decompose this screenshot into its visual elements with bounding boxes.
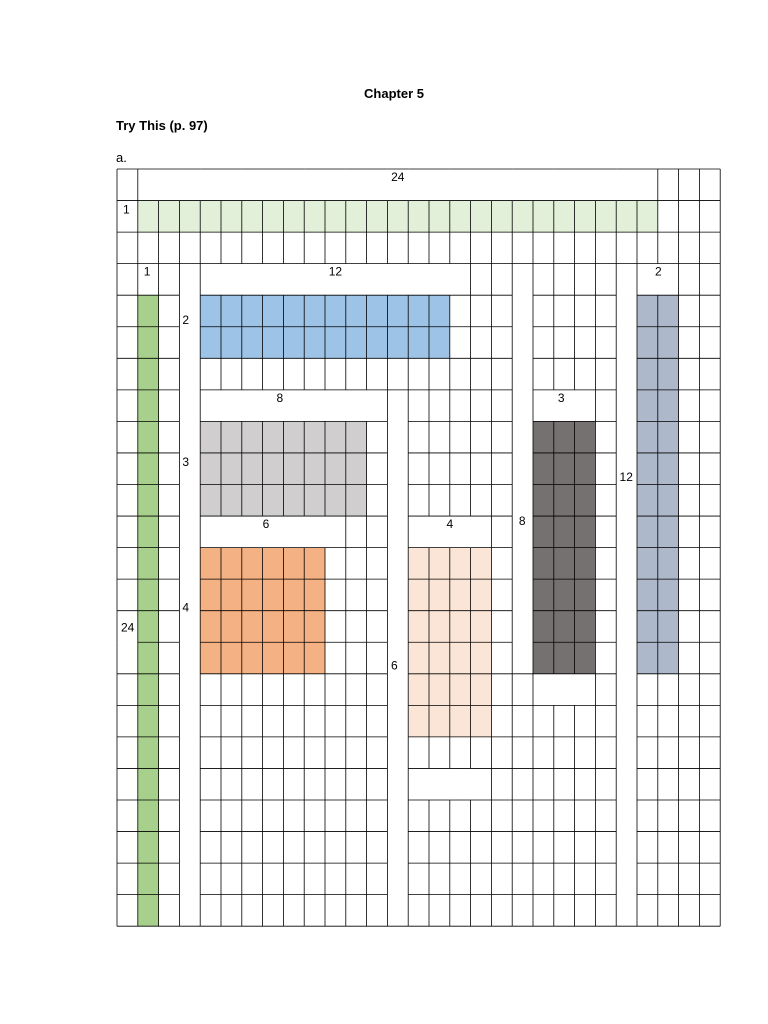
dimension-label: 24 (121, 620, 135, 635)
dimension-label: 12 (328, 264, 343, 279)
dimension-label: 8 (518, 514, 526, 529)
dimension-label: 1 (143, 264, 151, 279)
dimension-label: 4 (182, 600, 190, 615)
strip-1x24-fill (138, 201, 658, 233)
dimension-label: 6 (391, 658, 398, 673)
dimension-label: 12 (619, 469, 633, 484)
part-label: a. (116, 150, 127, 165)
dimension-label: 24 (391, 170, 405, 184)
dimension-label: 8 (276, 390, 284, 405)
dimension-label: 3 (182, 454, 190, 469)
dimension-label: 4 (446, 517, 454, 532)
dimension-label: 6 (262, 517, 270, 532)
dimension-label: 3 (557, 390, 565, 405)
page-title: Chapter 5 (364, 86, 424, 101)
dimension-label: 1 (123, 202, 130, 217)
dimension-label: 2 (182, 313, 190, 328)
section-heading: Try This (p. 97) (116, 118, 208, 133)
grid-lines (117, 169, 720, 926)
dimension-label: 2 (654, 264, 662, 279)
